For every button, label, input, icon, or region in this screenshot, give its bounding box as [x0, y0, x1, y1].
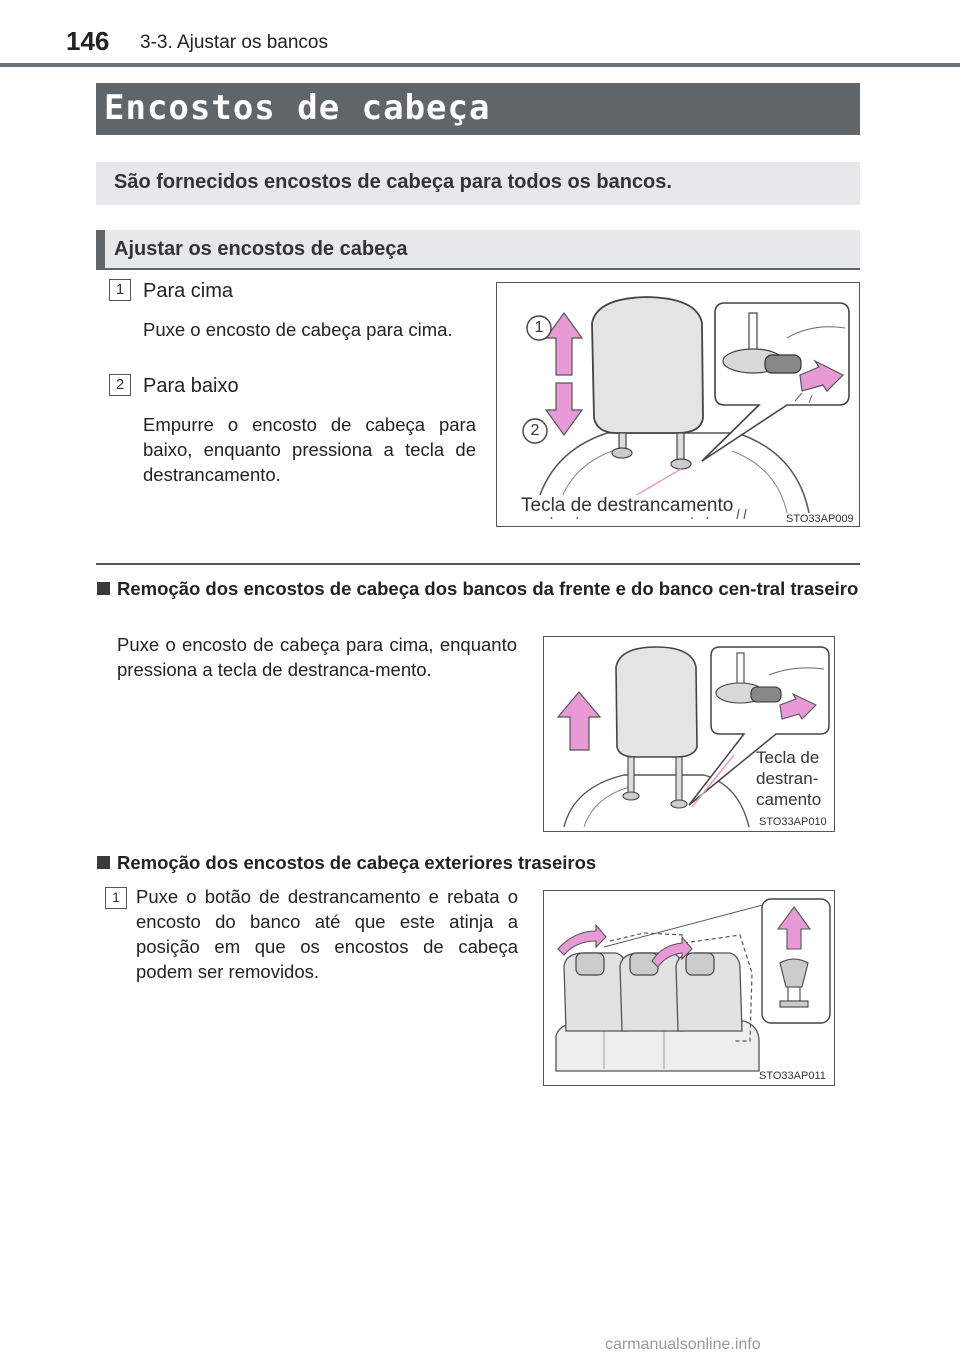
headrest-adjust-illustration — [497, 283, 860, 527]
step-text-down: Empurre o encosto de cabeça para baixo, enquanto pressiona a tecla de destrancamento. — [143, 414, 476, 485]
figure-rear-seat — [543, 890, 835, 1086]
subheading-adjust: Ajustar os encostos de cabeça — [114, 238, 408, 260]
square-bullet — [97, 856, 110, 869]
page-title: Encostos de cabeça — [104, 88, 491, 128]
callout-number-1: 1 — [534, 319, 544, 336]
section-label: 3-3. Ajustar os bancos — [140, 32, 328, 53]
page-number: 146 — [66, 26, 110, 56]
rear-seat-illustration — [544, 891, 835, 1086]
intro-text: São fornecidos encostos de cabeça para todos os bancos. — [114, 171, 672, 193]
figure-code: STO33AP010 — [759, 816, 827, 828]
figure-label-line-1: Tecla de — [756, 748, 820, 767]
header-rule — [0, 63, 960, 67]
rear-step-badge-1: 1 — [105, 887, 127, 909]
step-badge-2: 2 — [109, 374, 131, 396]
figure-label-release-key: Tecla de destrancamento — [521, 495, 734, 516]
watermark: carmanualsonline.info — [605, 1336, 761, 1353]
figure-code: STO33AP009 — [786, 513, 854, 525]
removal-rear-text: Puxe o botão de destrancamento e rebata o encosto do banco até que este atinja a posição em que os encostos de cabeça podem ser removidos. — [136, 886, 518, 982]
figure-label-line-3: camento — [756, 790, 822, 809]
section-divider — [96, 563, 860, 565]
removal-rear-title: Remoção dos encostos de cabeça exteriores traseiros — [117, 852, 597, 873]
figure-code: STO33AP011 — [759, 1070, 826, 1082]
square-bullet — [97, 582, 110, 595]
step-title-up: Para cima — [143, 280, 234, 302]
removal-front-title: Remoção dos encostos de cabeça dos bancos da frente e do banco cen-tral traseiro — [117, 578, 859, 599]
step-text-up: Puxe o encosto de cabeça para cima. — [143, 319, 453, 340]
figure-label-line-2: destran- — [756, 769, 819, 788]
callout-number-2: 2 — [530, 422, 540, 439]
step-title-down: Para baixo — [143, 375, 239, 397]
step-badge-1: 1 — [109, 279, 131, 301]
figure-headrest-adjust — [496, 282, 860, 527]
removal-front-text: Puxe o encosto de cabeça para cima, enquanto pressiona a tecla de destranca-mento. — [117, 634, 517, 680]
figure-headrest-removal-front — [543, 636, 835, 832]
